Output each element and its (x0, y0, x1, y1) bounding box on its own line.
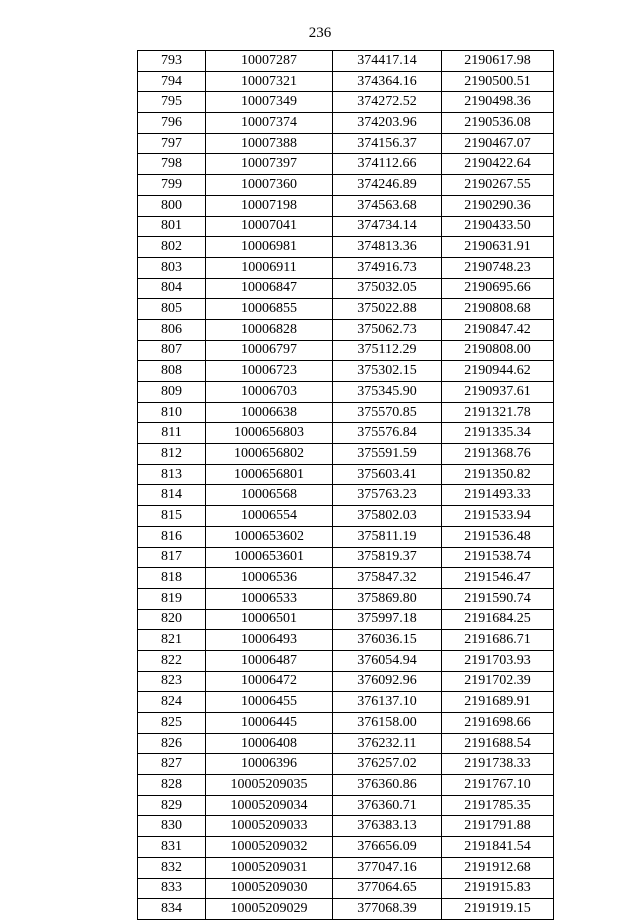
row-number-cell: 800 (138, 195, 206, 216)
x-coordinate-cell: 376383.13 (333, 816, 442, 837)
table-row (138, 195, 554, 216)
point-id-cell: 10006703 (206, 382, 333, 403)
point-id-cell: 10005209033 (206, 816, 333, 837)
y-coordinate-cell: 2191686.71 (442, 630, 554, 651)
page-number: 236 (308, 25, 332, 41)
row-number-cell: 831 (138, 837, 206, 858)
table-row (138, 216, 554, 237)
point-id-cell: 10006847 (206, 278, 333, 299)
row-number-cell: 807 (138, 340, 206, 361)
table-row (138, 650, 554, 671)
coordinates-table (137, 50, 554, 920)
y-coordinate-cell: 2191684.25 (442, 609, 554, 630)
y-coordinate-cell: 2191335.34 (442, 423, 554, 444)
y-coordinate-cell: 2191767.10 (442, 775, 554, 796)
y-coordinate-cell: 2191702.39 (442, 671, 554, 692)
y-coordinate-cell: 2191538.74 (442, 547, 554, 568)
point-id-cell: 10006554 (206, 506, 333, 527)
point-id-cell: 10006396 (206, 754, 333, 775)
point-id-cell: 10006855 (206, 299, 333, 320)
point-id-cell: 10006536 (206, 568, 333, 589)
table-row (138, 402, 554, 423)
y-coordinate-cell: 2190467.07 (442, 133, 554, 154)
y-coordinate-cell: 2190847.42 (442, 319, 554, 340)
y-coordinate-cell: 2190267.55 (442, 175, 554, 196)
row-number-cell: 834 (138, 899, 206, 920)
row-number-cell: 809 (138, 382, 206, 403)
x-coordinate-cell: 375847.32 (333, 568, 442, 589)
point-id-cell: 1000656801 (206, 464, 333, 485)
table-row (138, 444, 554, 465)
row-number-cell: 806 (138, 319, 206, 340)
y-coordinate-cell: 2190617.98 (442, 51, 554, 72)
y-coordinate-cell: 2191912.68 (442, 857, 554, 878)
row-number-cell: 820 (138, 609, 206, 630)
row-number-cell: 802 (138, 237, 206, 258)
row-number-cell: 816 (138, 526, 206, 547)
y-coordinate-cell: 2190695.66 (442, 278, 554, 299)
point-id-cell: 10007388 (206, 133, 333, 154)
table-row (138, 175, 554, 196)
x-coordinate-cell: 374417.14 (333, 51, 442, 72)
table-row (138, 278, 554, 299)
row-number-cell: 823 (138, 671, 206, 692)
y-coordinate-cell: 2191738.33 (442, 754, 554, 775)
x-coordinate-cell: 377064.65 (333, 878, 442, 899)
row-number-cell: 825 (138, 713, 206, 734)
y-coordinate-cell: 2190631.91 (442, 237, 554, 258)
point-id-cell: 1000653601 (206, 547, 333, 568)
point-id-cell: 1000653602 (206, 526, 333, 547)
point-id-cell: 10006533 (206, 588, 333, 609)
row-number-cell: 827 (138, 754, 206, 775)
table-row (138, 547, 554, 568)
table-row (138, 899, 554, 920)
point-id-cell: 10005209030 (206, 878, 333, 899)
table-row (138, 568, 554, 589)
table-row (138, 71, 554, 92)
x-coordinate-cell: 375022.88 (333, 299, 442, 320)
x-coordinate-cell: 374734.14 (333, 216, 442, 237)
row-number-cell: 826 (138, 733, 206, 754)
row-number-cell: 795 (138, 92, 206, 113)
point-id-cell: 1000656802 (206, 444, 333, 465)
x-coordinate-cell: 376036.15 (333, 630, 442, 651)
row-number-cell: 796 (138, 113, 206, 134)
point-id-cell: 10006723 (206, 361, 333, 382)
table-row (138, 754, 554, 775)
y-coordinate-cell: 2190748.23 (442, 257, 554, 278)
row-number-cell: 797 (138, 133, 206, 154)
point-id-cell: 10006911 (206, 257, 333, 278)
row-number-cell: 798 (138, 154, 206, 175)
row-number-cell: 818 (138, 568, 206, 589)
point-id-cell: 10005209034 (206, 795, 333, 816)
table-row (138, 630, 554, 651)
y-coordinate-cell: 2190290.36 (442, 195, 554, 216)
table-row (138, 464, 554, 485)
x-coordinate-cell: 376656.09 (333, 837, 442, 858)
table-row (138, 609, 554, 630)
row-number-cell: 804 (138, 278, 206, 299)
table-row (138, 133, 554, 154)
y-coordinate-cell: 2190500.51 (442, 71, 554, 92)
y-coordinate-cell: 2190433.50 (442, 216, 554, 237)
coordinates-table-body (138, 51, 554, 920)
point-id-cell: 10006981 (206, 237, 333, 258)
y-coordinate-cell: 2191321.78 (442, 402, 554, 423)
point-id-cell: 10007360 (206, 175, 333, 196)
y-coordinate-cell: 2191689.91 (442, 692, 554, 713)
y-coordinate-cell: 2191698.66 (442, 713, 554, 734)
point-id-cell: 10005209035 (206, 775, 333, 796)
row-number-cell: 833 (138, 878, 206, 899)
row-number-cell: 799 (138, 175, 206, 196)
table-row (138, 526, 554, 547)
table-row (138, 775, 554, 796)
table-row (138, 816, 554, 837)
table-row (138, 878, 554, 899)
y-coordinate-cell: 2190498.36 (442, 92, 554, 113)
table-row (138, 795, 554, 816)
row-number-cell: 819 (138, 588, 206, 609)
y-coordinate-cell: 2191785.35 (442, 795, 554, 816)
x-coordinate-cell: 376137.10 (333, 692, 442, 713)
y-coordinate-cell: 2191368.76 (442, 444, 554, 465)
point-id-cell: 10006487 (206, 650, 333, 671)
x-coordinate-cell: 375763.23 (333, 485, 442, 506)
y-coordinate-cell: 2190937.61 (442, 382, 554, 403)
row-number-cell: 815 (138, 506, 206, 527)
table-row (138, 857, 554, 878)
x-coordinate-cell: 375570.85 (333, 402, 442, 423)
x-coordinate-cell: 374203.96 (333, 113, 442, 134)
row-number-cell: 803 (138, 257, 206, 278)
row-number-cell: 814 (138, 485, 206, 506)
row-number-cell: 794 (138, 71, 206, 92)
y-coordinate-cell: 2190808.00 (442, 340, 554, 361)
table-row (138, 671, 554, 692)
y-coordinate-cell: 2191688.54 (442, 733, 554, 754)
row-number-cell: 830 (138, 816, 206, 837)
x-coordinate-cell: 375576.84 (333, 423, 442, 444)
row-number-cell: 812 (138, 444, 206, 465)
table-row (138, 713, 554, 734)
x-coordinate-cell: 374563.68 (333, 195, 442, 216)
x-coordinate-cell: 376360.71 (333, 795, 442, 816)
y-coordinate-cell: 2190422.64 (442, 154, 554, 175)
x-coordinate-cell: 375591.59 (333, 444, 442, 465)
table-row (138, 361, 554, 382)
table-row (138, 92, 554, 113)
point-id-cell: 10007321 (206, 71, 333, 92)
point-id-cell: 10005209029 (206, 899, 333, 920)
point-id-cell: 10006828 (206, 319, 333, 340)
point-id-cell: 10006797 (206, 340, 333, 361)
table-row (138, 257, 554, 278)
table-row (138, 237, 554, 258)
y-coordinate-cell: 2191791.88 (442, 816, 554, 837)
x-coordinate-cell: 376232.11 (333, 733, 442, 754)
x-coordinate-cell: 376158.00 (333, 713, 442, 734)
x-coordinate-cell: 374916.73 (333, 257, 442, 278)
y-coordinate-cell: 2191915.83 (442, 878, 554, 899)
row-number-cell: 817 (138, 547, 206, 568)
point-id-cell: 10007397 (206, 154, 333, 175)
x-coordinate-cell: 375819.37 (333, 547, 442, 568)
row-number-cell: 811 (138, 423, 206, 444)
x-coordinate-cell: 375032.05 (333, 278, 442, 299)
x-coordinate-cell: 376360.86 (333, 775, 442, 796)
row-number-cell: 810 (138, 402, 206, 423)
row-number-cell: 824 (138, 692, 206, 713)
row-number-cell: 828 (138, 775, 206, 796)
x-coordinate-cell: 374112.66 (333, 154, 442, 175)
table-row (138, 485, 554, 506)
y-coordinate-cell: 2191841.54 (442, 837, 554, 858)
x-coordinate-cell: 377047.16 (333, 857, 442, 878)
x-coordinate-cell: 374272.52 (333, 92, 442, 113)
y-coordinate-cell: 2191350.82 (442, 464, 554, 485)
table-row (138, 506, 554, 527)
x-coordinate-cell: 375302.15 (333, 361, 442, 382)
table-row (138, 423, 554, 444)
y-coordinate-cell: 2191533.94 (442, 506, 554, 527)
row-number-cell: 832 (138, 857, 206, 878)
table-row (138, 733, 554, 754)
table-row (138, 299, 554, 320)
row-number-cell: 801 (138, 216, 206, 237)
row-number-cell: 808 (138, 361, 206, 382)
x-coordinate-cell: 376257.02 (333, 754, 442, 775)
x-coordinate-cell: 375869.80 (333, 588, 442, 609)
x-coordinate-cell: 375802.03 (333, 506, 442, 527)
x-coordinate-cell: 375062.73 (333, 319, 442, 340)
x-coordinate-cell: 375811.19 (333, 526, 442, 547)
x-coordinate-cell: 377068.39 (333, 899, 442, 920)
point-id-cell: 10006472 (206, 671, 333, 692)
point-id-cell: 10006568 (206, 485, 333, 506)
x-coordinate-cell: 374364.16 (333, 71, 442, 92)
point-id-cell: 10006501 (206, 609, 333, 630)
y-coordinate-cell: 2190536.08 (442, 113, 554, 134)
table-row (138, 588, 554, 609)
table-row (138, 382, 554, 403)
row-number-cell: 813 (138, 464, 206, 485)
y-coordinate-cell: 2191703.93 (442, 650, 554, 671)
row-number-cell: 821 (138, 630, 206, 651)
point-id-cell: 10007041 (206, 216, 333, 237)
row-number-cell: 822 (138, 650, 206, 671)
x-coordinate-cell: 375603.41 (333, 464, 442, 485)
y-coordinate-cell: 2191919.15 (442, 899, 554, 920)
point-id-cell: 1000656803 (206, 423, 333, 444)
table-row (138, 113, 554, 134)
y-coordinate-cell: 2191546.47 (442, 568, 554, 589)
x-coordinate-cell: 375345.90 (333, 382, 442, 403)
point-id-cell: 10006455 (206, 692, 333, 713)
point-id-cell: 10007287 (206, 51, 333, 72)
point-id-cell: 10007349 (206, 92, 333, 113)
y-coordinate-cell: 2191493.33 (442, 485, 554, 506)
table-row (138, 319, 554, 340)
x-coordinate-cell: 374246.89 (333, 175, 442, 196)
point-id-cell: 10007374 (206, 113, 333, 134)
row-number-cell: 805 (138, 299, 206, 320)
x-coordinate-cell: 374813.36 (333, 237, 442, 258)
table-row (138, 837, 554, 858)
table-row (138, 340, 554, 361)
row-number-cell: 793 (138, 51, 206, 72)
point-id-cell: 10007198 (206, 195, 333, 216)
table-row (138, 154, 554, 175)
point-id-cell: 10006493 (206, 630, 333, 651)
y-coordinate-cell: 2190944.62 (442, 361, 554, 382)
point-id-cell: 10006408 (206, 733, 333, 754)
y-coordinate-cell: 2191590.74 (442, 588, 554, 609)
table-row (138, 692, 554, 713)
point-id-cell: 10005209031 (206, 857, 333, 878)
x-coordinate-cell: 375112.29 (333, 340, 442, 361)
point-id-cell: 10005209032 (206, 837, 333, 858)
x-coordinate-cell: 376054.94 (333, 650, 442, 671)
x-coordinate-cell: 376092.96 (333, 671, 442, 692)
x-coordinate-cell: 374156.37 (333, 133, 442, 154)
point-id-cell: 10006638 (206, 402, 333, 423)
row-number-cell: 829 (138, 795, 206, 816)
table-row (138, 51, 554, 72)
x-coordinate-cell: 375997.18 (333, 609, 442, 630)
point-id-cell: 10006445 (206, 713, 333, 734)
y-coordinate-cell: 2191536.48 (442, 526, 554, 547)
y-coordinate-cell: 2190808.68 (442, 299, 554, 320)
